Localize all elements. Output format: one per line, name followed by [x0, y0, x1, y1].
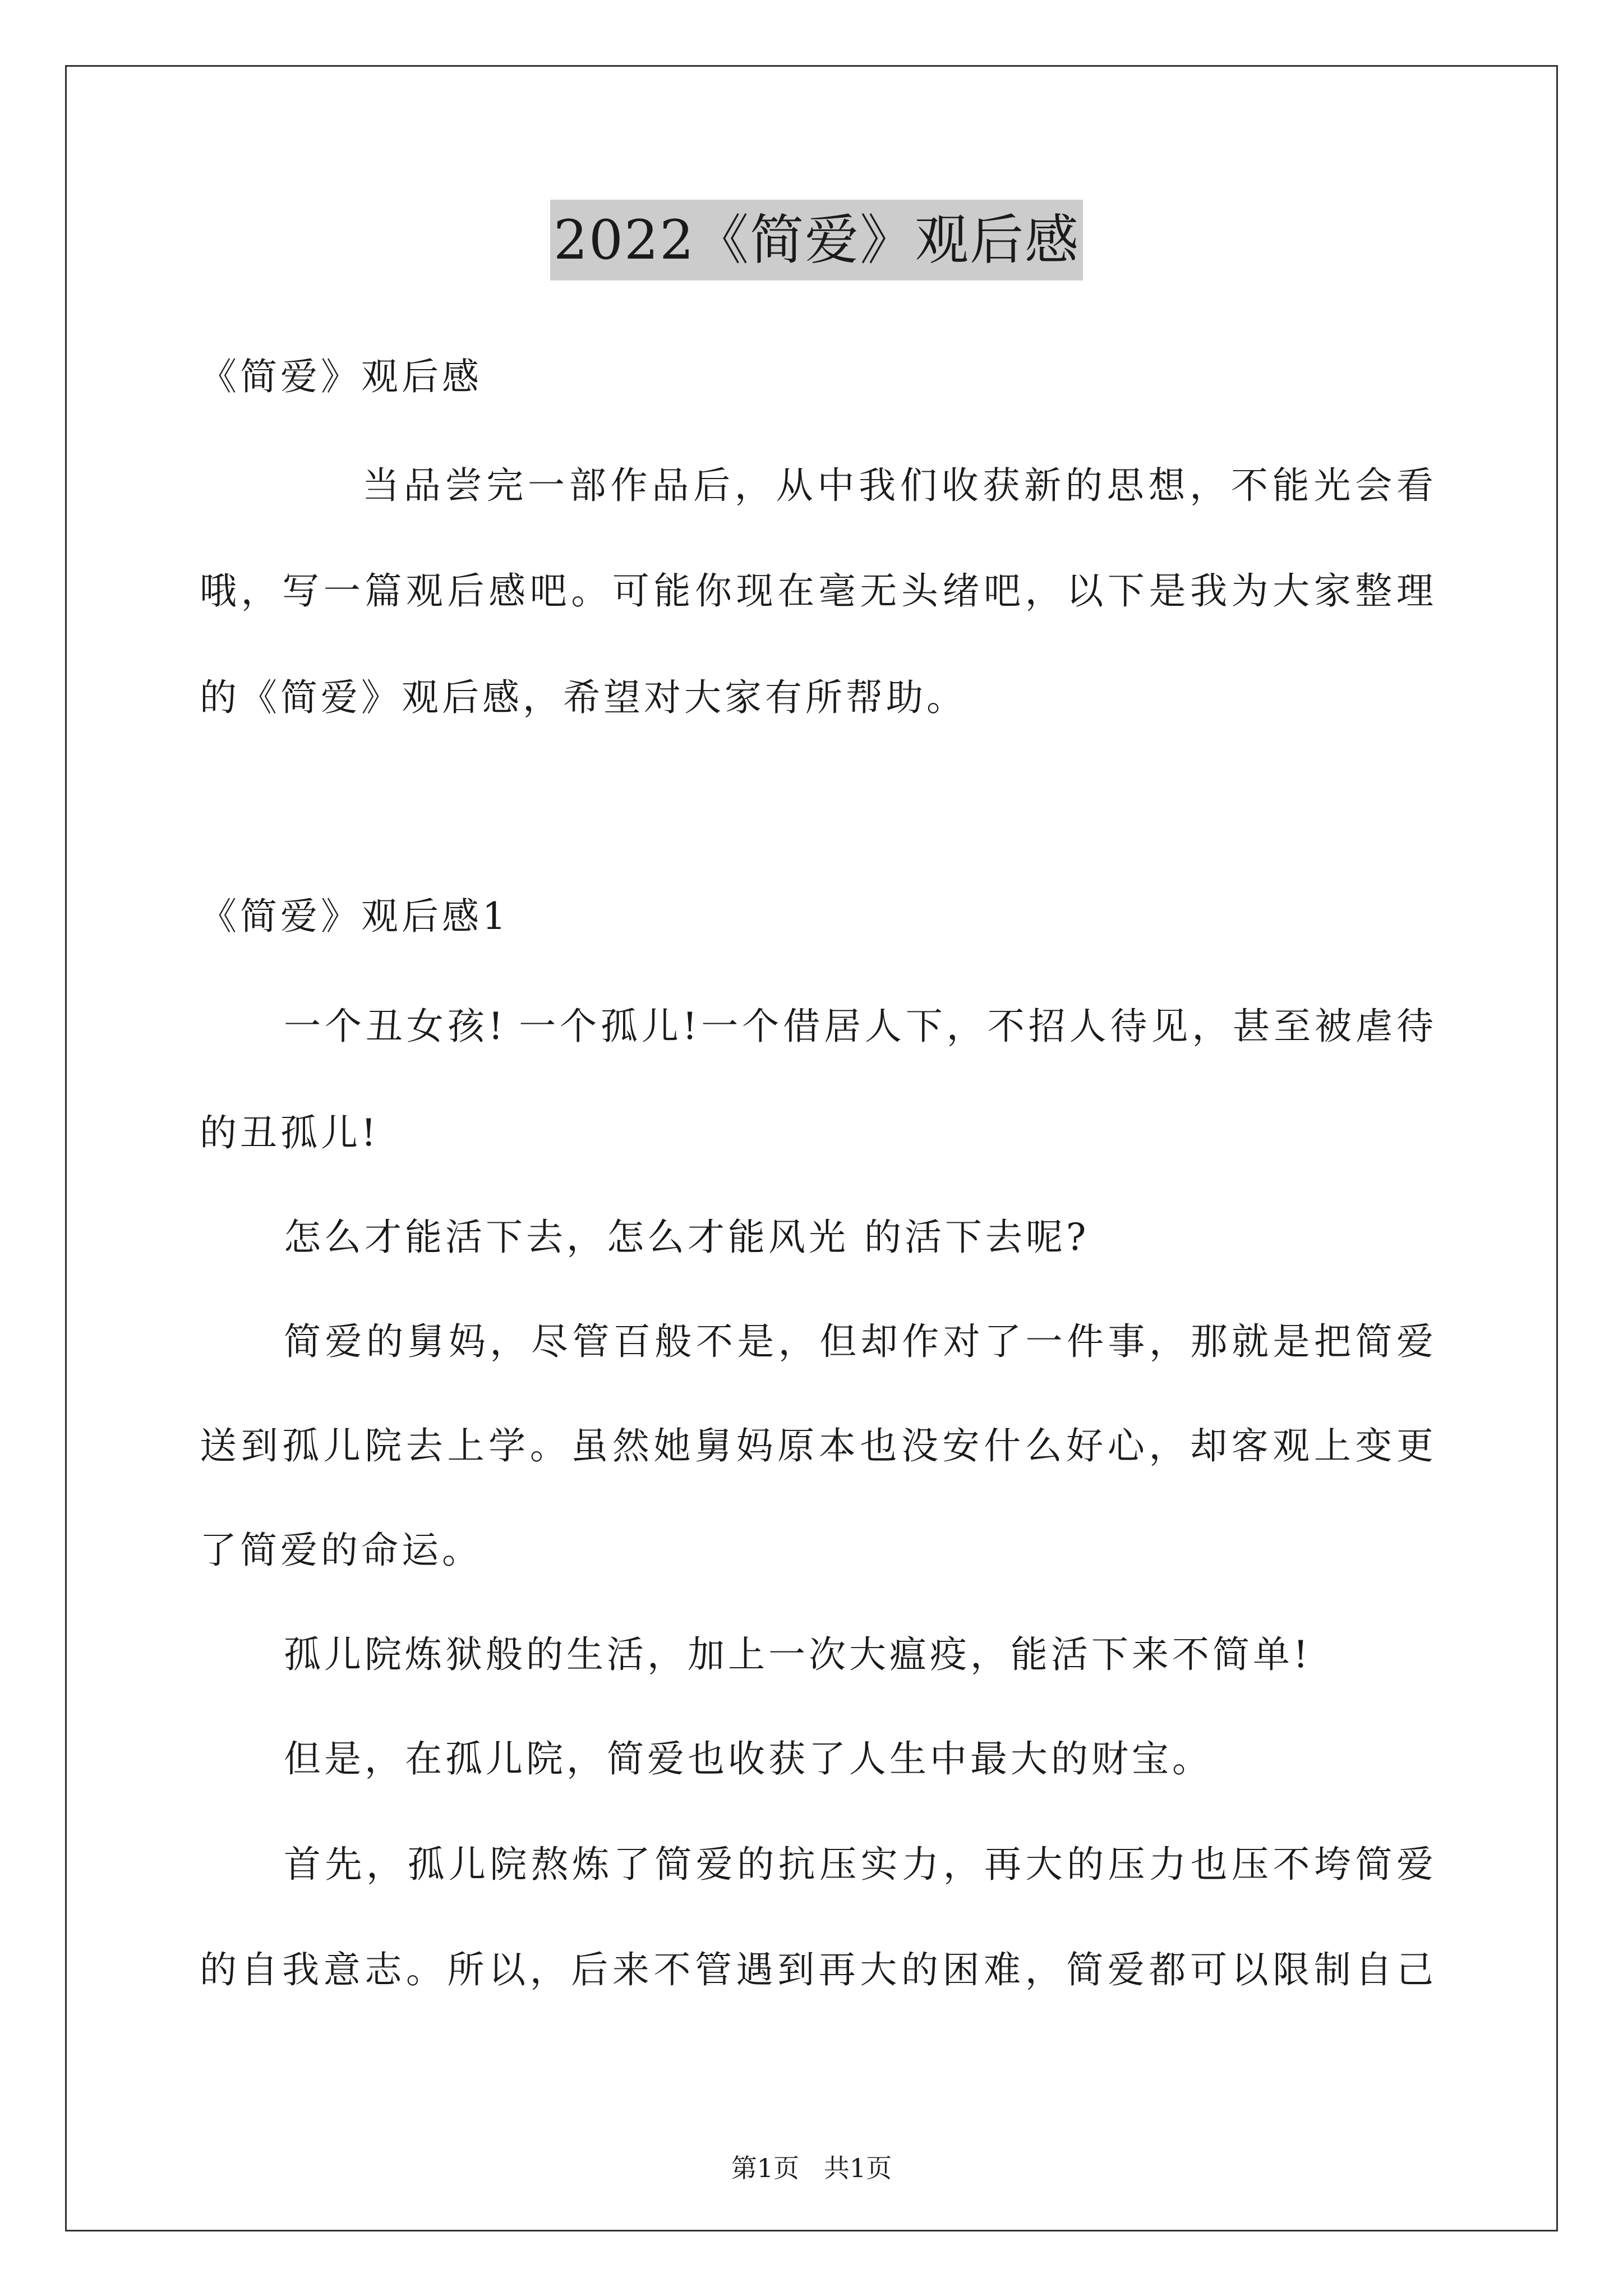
body-line: 但是，在孤儿院，简爱也收获了人生中最大的财宝。 — [284, 1737, 1212, 1780]
subtitle: 《简爱》观后感 — [200, 355, 482, 398]
section-heading: 《简爱》观后感1 — [200, 895, 509, 938]
body-line: 的丑孤儿! — [200, 1111, 380, 1154]
body-line: 送到孤儿院去上学。虽然她舅妈原本也没安什么好心，却客观上变更 — [200, 1424, 1433, 1467]
body-line: 一个丑女孩! 一个孤儿!一个借居人下，不招人待见，甚至被虐待 — [284, 1005, 1433, 1048]
body-line: 孤儿院炼狱般的生活，加上一次大瘟疫，能活下来不简单! — [284, 1633, 1312, 1676]
document-title: 2022《简爱》观后感 — [550, 200, 1083, 280]
body-line: 了简爱的命运。 — [200, 1529, 482, 1572]
body-line: 怎么才能活下去，怎么才能风光 的活下去呢? — [284, 1216, 1090, 1259]
body-line: 简爱的舅妈，尽管百般不是，但却作对了一件事，那就是把简爱 — [284, 1320, 1433, 1363]
body-line: 的自我意志。所以，后来不管遇到再大的困难，简爱都可以限制自己 — [200, 1948, 1433, 1991]
title-block — [200, 200, 1433, 280]
page-footer: 第1页 共1页 — [731, 2153, 892, 2183]
body-line: 首先，孤儿院熬炼了简爱的抗压实力，再大的压力也压不垮简爱 — [284, 1843, 1433, 1886]
intro-line: 哦，写一篇观后感吧。可能你现在毫无头绪吧，以下是我为大家整理 — [200, 569, 1433, 613]
intro-line: 的《简爱》观后感，希望对大家有所帮助。 — [200, 676, 967, 719]
intro-line: 当品尝完一部作品后，从中我们收获新的思想，不能光会看 — [362, 464, 1433, 507]
